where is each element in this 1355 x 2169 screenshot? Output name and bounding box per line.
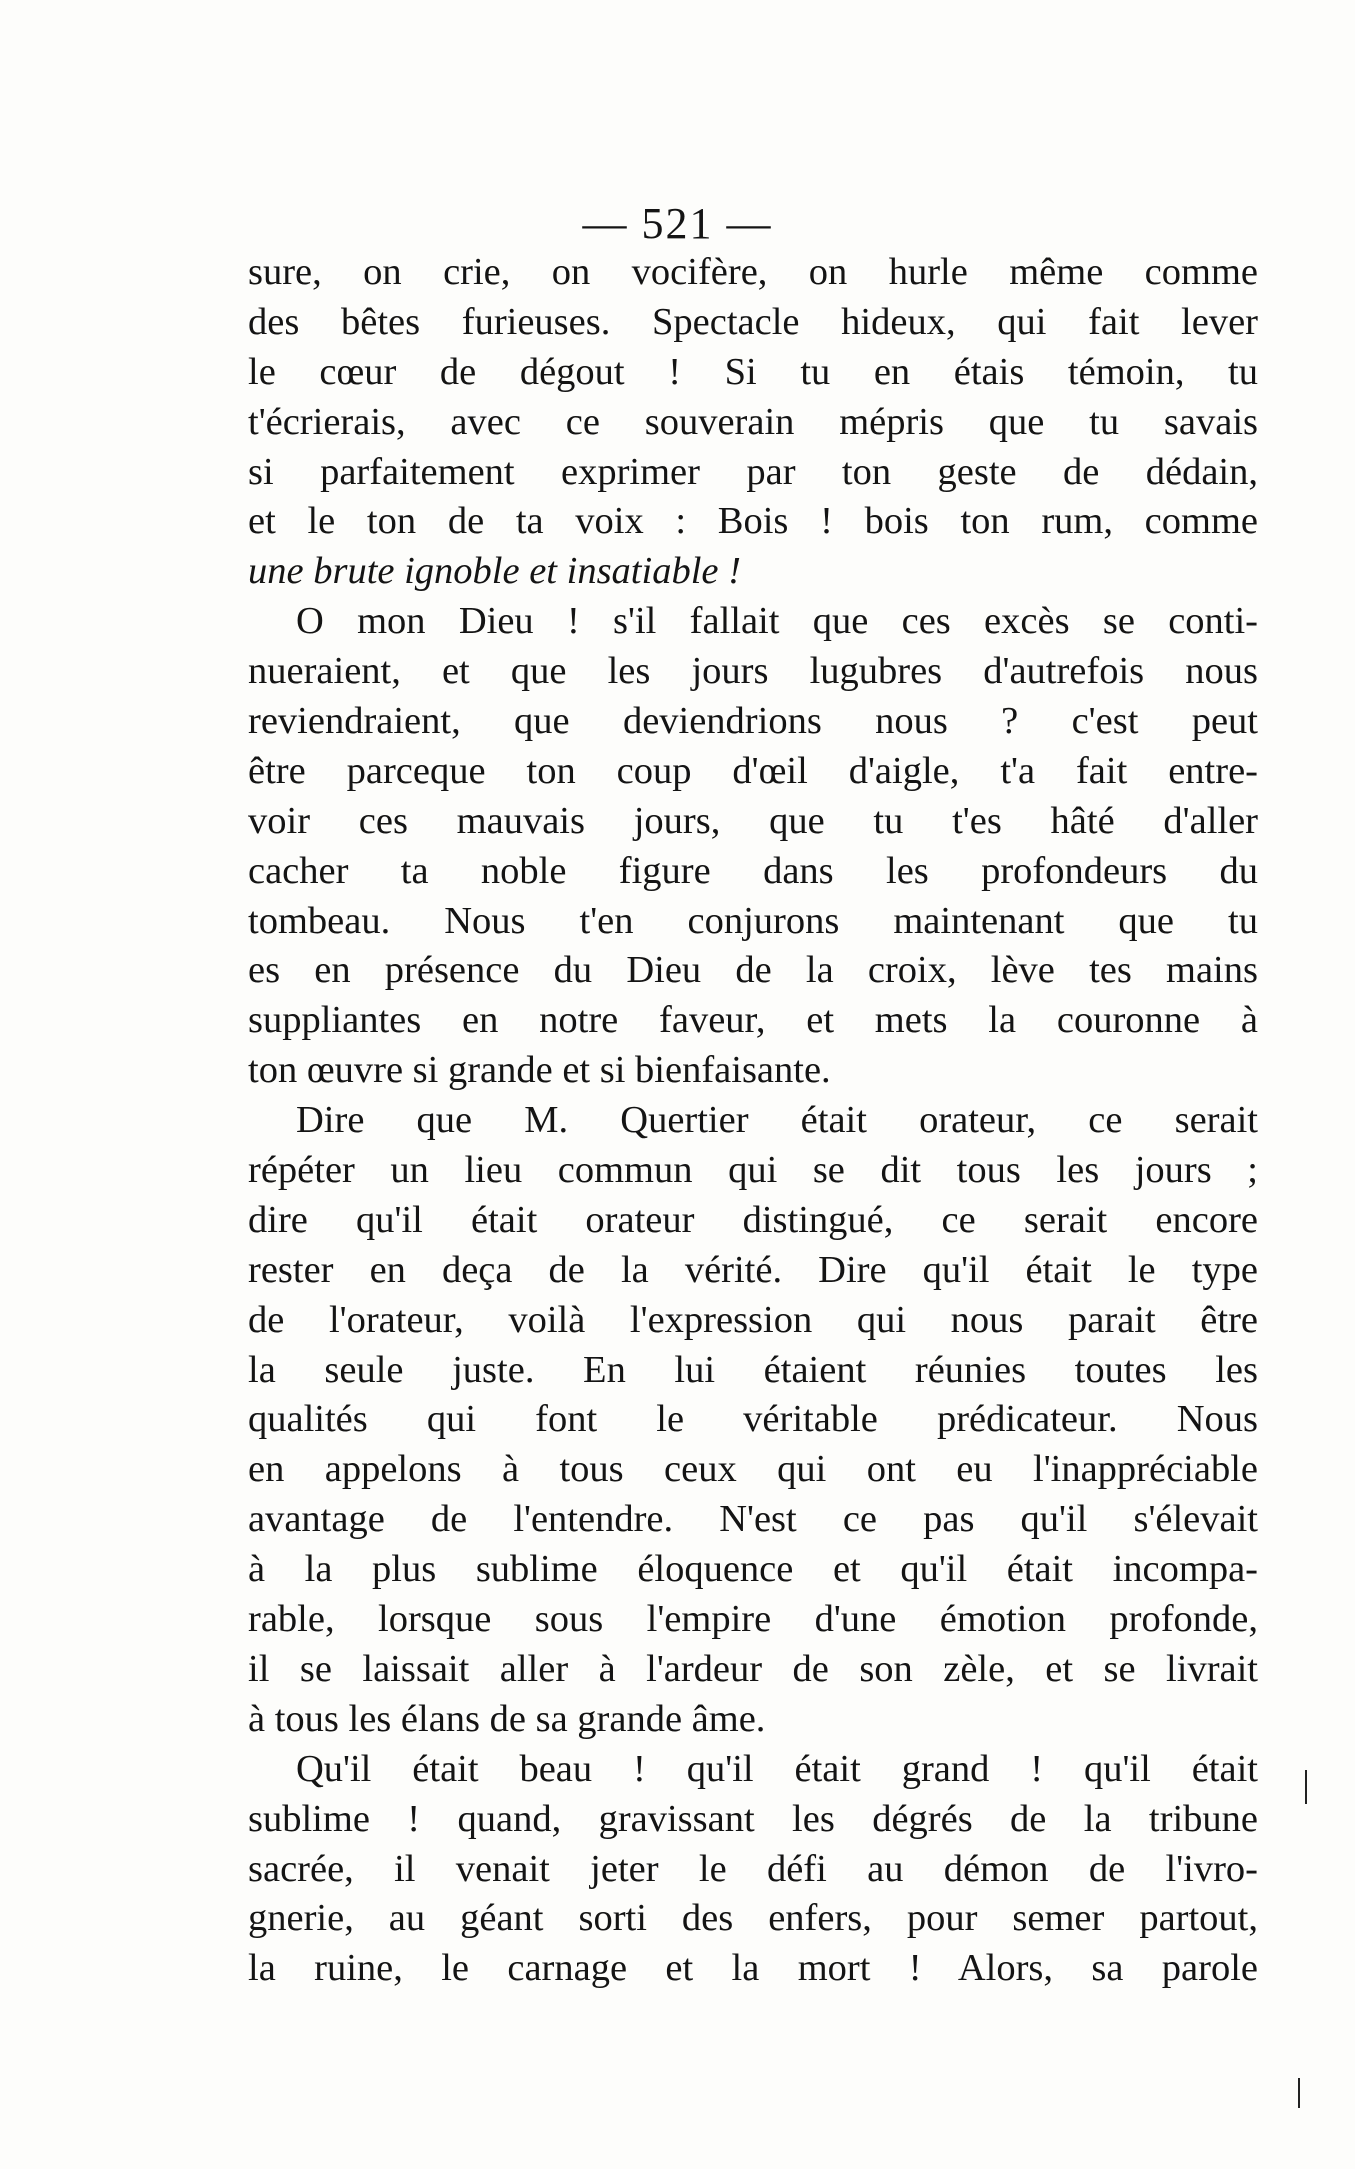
text-line: la ruine, le carnage et la mort ! Alors, sa parole xyxy=(248,1947,1258,1990)
text-line: sublime ! quand, gravissant les dégrés de la tribune xyxy=(248,1797,1258,1840)
text-line: rester en deça de la vérité. Dire qu'il était le type xyxy=(248,1248,1258,1291)
margin-mark xyxy=(1298,2078,1300,2108)
text-line: la seule juste. En lui étaient réunies toutes les xyxy=(248,1348,1258,1391)
text-line: voir ces mauvais jours, que tu t'es hâté d'aller xyxy=(248,799,1258,842)
text-line: si parfaitement exprimer par ton geste de dédain, xyxy=(248,450,1258,493)
text-line: Dire que M. Quertier était orateur, ce serait xyxy=(296,1099,1258,1142)
text-line: une brute ignoble et insatiable ! xyxy=(248,550,741,593)
text-line: des bêtes furieuses. Spectacle hideux, qui fait lever xyxy=(248,300,1258,343)
text-line: dire qu'il était orateur distingué, ce serait encore xyxy=(248,1198,1258,1241)
text-line: nueraient, et que les jours lugubres d'autrefois nous xyxy=(248,650,1258,693)
paragraph xyxy=(248,1745,1258,1994)
text-line: tombeau. Nous t'en conjurons maintenant que tu xyxy=(248,899,1258,942)
text-line: sure, on crie, on vocifère, on hurle même comme xyxy=(248,251,1258,293)
text-line: cacher ta noble figure dans les profondeurs du xyxy=(248,849,1258,892)
text-line: être parceque ton coup d'œil d'aigle, t'a fait entre- xyxy=(248,749,1258,792)
text-line: il se laissait aller à l'ardeur de son zèle, et se livrait xyxy=(248,1647,1258,1690)
text-line: sacrée, il venait jeter le défi au démon de l'ivro- xyxy=(248,1847,1258,1890)
body-text xyxy=(248,248,1258,1994)
text-line: es en présence du Dieu de la croix, lève tes mains xyxy=(248,949,1258,992)
text-line: avantage de l'entendre. N'est ce pas qu'il s'élevait xyxy=(248,1498,1258,1541)
text-line: ton œuvre si grande et si bienfaisante. xyxy=(248,1049,831,1092)
text-line: à tous les élans de sa grande âme. xyxy=(248,1697,766,1740)
text-line: de l'orateur, voilà l'expression qui nous parait être xyxy=(248,1298,1258,1341)
text-line: gnerie, au géant sorti des enfers, pour semer partout, xyxy=(248,1897,1258,1940)
text-line: rable, lorsque sous l'empire d'une émotion profonde, xyxy=(248,1598,1258,1641)
text-line: à la plus sublime éloquence et qu'il était incompa- xyxy=(248,1548,1258,1591)
text-line: qualités qui font le véritable prédicateur. Nous xyxy=(248,1398,1258,1441)
text-line: Qu'il était beau ! qu'il était grand ! qu'il était xyxy=(296,1747,1258,1790)
text-line: le cœur de dégout ! Si tu en étais témoin, tu xyxy=(248,350,1258,393)
text-line: t'écrierais, avec ce souverain mépris que tu savais xyxy=(248,400,1258,443)
text-line: O mon Dieu ! s'il fallait que ces excès se conti- xyxy=(296,600,1258,643)
page-number: — 521 — xyxy=(582,199,773,248)
text-line: et le ton de ta voix : Bois ! bois ton rum, comme xyxy=(248,500,1258,543)
text-line: en appelons à tous ceux qui ont eu l'inappréciable xyxy=(248,1448,1258,1491)
paragraph xyxy=(248,597,1258,1096)
text-line: suppliantes en notre faveur, et mets la couronne à xyxy=(248,999,1258,1042)
text-line: répéter un lieu commun qui se dit tous les jours ; xyxy=(248,1149,1258,1192)
text-line: reviendraient, que deviendrions nous ? c'est peut xyxy=(248,700,1258,743)
paragraph xyxy=(248,1096,1258,1745)
paragraph xyxy=(248,248,1258,597)
margin-mark xyxy=(1305,1770,1307,1804)
